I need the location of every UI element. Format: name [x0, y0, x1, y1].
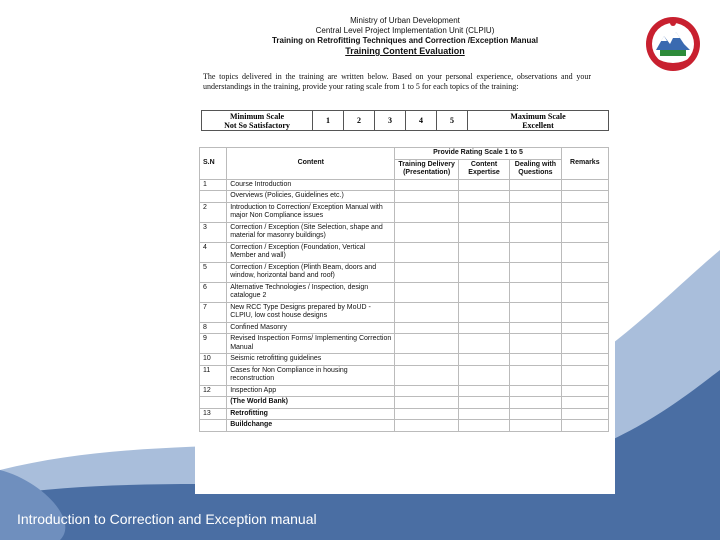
ministry-name: Ministry of Urban Development [350, 16, 460, 25]
expertise-rating-cell[interactable] [458, 420, 509, 432]
row-content: Cases for Non Compliance in housing reconstruction [227, 365, 395, 385]
training-title: Training on Retrofitting Techniques and Correction /Exception Manual [271, 36, 539, 45]
row-content: Overviews (Policies, Guidelines etc.) [227, 191, 395, 203]
delivery-rating-cell[interactable] [395, 222, 458, 242]
row-sn: 7 [200, 302, 227, 322]
row-sn: 3 [200, 222, 227, 242]
row-content: New RCC Type Designs prepared by MoUD - CLPIU, low cost house designs [227, 302, 395, 322]
minimum-scale-desc: Not So Satisfactory [224, 120, 290, 130]
expertise-header: Content Expertise [458, 159, 509, 179]
table-row [200, 262, 609, 282]
delivery-rating-cell[interactable] [395, 397, 458, 409]
delivery-rating-cell[interactable] [395, 385, 458, 397]
evaluation-document [195, 16, 615, 494]
questions-rating-cell[interactable] [510, 420, 561, 432]
questions-rating-cell[interactable] [510, 242, 561, 262]
maximum-scale-label: Maximum Scale [510, 111, 566, 121]
row-sn: 6 [200, 282, 227, 302]
rating-header: Provide Rating Scale 1 to 5 [395, 148, 561, 160]
minimum-scale-label: Minimum Scale [230, 111, 284, 121]
row-content: Buildchange [227, 420, 395, 432]
delivery-rating-cell[interactable] [395, 322, 458, 334]
row-content: Correction / Exception (Site Selection, shape and material for masonry buildings) [227, 222, 395, 242]
row-content: Retrofitting [227, 408, 395, 420]
row-sn: 12 [200, 385, 227, 397]
row-sn: 9 [200, 334, 227, 354]
delivery-rating-cell[interactable] [395, 262, 458, 282]
questions-rating-cell[interactable] [510, 365, 561, 385]
scale-3: 3 [375, 111, 406, 131]
table-row [200, 242, 609, 262]
expertise-rating-cell[interactable] [458, 262, 509, 282]
row-sn: 11 [200, 365, 227, 385]
remarks-cell[interactable] [561, 420, 608, 432]
delivery-header: Training Delivery (Presentation) [395, 159, 458, 179]
expertise-rating-cell[interactable] [458, 179, 509, 191]
questions-rating-cell[interactable] [510, 385, 561, 397]
expertise-rating-cell[interactable] [458, 202, 509, 222]
table-row [200, 354, 609, 366]
table-row [200, 408, 609, 420]
questions-rating-cell[interactable] [510, 302, 561, 322]
remarks-cell[interactable] [561, 334, 608, 354]
expertise-rating-cell[interactable] [458, 334, 509, 354]
questions-header: Dealing with Questions [510, 159, 561, 179]
remarks-cell[interactable] [561, 262, 608, 282]
row-sn: 10 [200, 354, 227, 366]
delivery-rating-cell[interactable] [395, 334, 458, 354]
table-row [200, 202, 609, 222]
form-title: Training Content Evaluation [345, 46, 465, 56]
remarks-cell[interactable] [561, 302, 608, 322]
questions-rating-cell[interactable] [510, 354, 561, 366]
table-row [200, 302, 609, 322]
table-row [200, 191, 609, 203]
questions-rating-cell[interactable] [510, 408, 561, 420]
remarks-cell[interactable] [561, 202, 608, 222]
content-header: Content [227, 148, 395, 180]
table-row [200, 334, 609, 354]
expertise-rating-cell[interactable] [458, 191, 509, 203]
row-sn: 5 [200, 262, 227, 282]
row-content: Inspection App [227, 385, 395, 397]
instructions-paragraph: The topics delivered in the training are written below. Based on your personal experience, observations and your understandings in the training, provide your rating scale from 1 to 5 for each topics of the training: [203, 72, 591, 91]
remarks-cell[interactable] [561, 282, 608, 302]
table-row [200, 222, 609, 242]
remarks-header: Remarks [561, 148, 608, 180]
scale-4: 4 [406, 111, 437, 131]
row-content: Correction / Exception (Plinth Beam, doors and window, horizontal band and roof) [227, 262, 395, 282]
table-row [200, 397, 609, 409]
expertise-rating-cell[interactable] [458, 385, 509, 397]
row-sn [200, 397, 227, 409]
remarks-cell[interactable] [561, 242, 608, 262]
remarks-cell[interactable] [561, 222, 608, 242]
remarks-cell[interactable] [561, 397, 608, 409]
row-content: Revised Inspection Forms/ Implementing Correction Manual [227, 334, 395, 354]
remarks-cell[interactable] [561, 191, 608, 203]
evaluation-table [199, 147, 609, 432]
row-content: Correction / Exception (Foundation, Vertical Member and wall) [227, 242, 395, 262]
delivery-rating-cell[interactable] [395, 365, 458, 385]
maximum-scale-desc: Excellent [522, 120, 554, 130]
row-sn: 2 [200, 202, 227, 222]
row-sn: 1 [200, 179, 227, 191]
delivery-rating-cell[interactable] [395, 202, 458, 222]
expertise-rating-cell[interactable] [458, 365, 509, 385]
remarks-cell[interactable] [561, 365, 608, 385]
questions-rating-cell[interactable] [510, 397, 561, 409]
table-row [200, 365, 609, 385]
questions-rating-cell[interactable] [510, 262, 561, 282]
unit-name: Central Level Project Implementation Unit (CLPIU) [315, 26, 495, 35]
table-row [200, 420, 609, 432]
delivery-rating-cell[interactable] [395, 302, 458, 322]
row-content: Introduction to Correction/ Exception Manual with major Non Compliance issues [227, 202, 395, 222]
nepal-emblem-icon [642, 14, 704, 74]
row-content: Confined Masonry [227, 322, 395, 334]
remarks-cell[interactable] [561, 179, 608, 191]
sn-header: S.N [200, 148, 227, 180]
questions-rating-cell[interactable] [510, 322, 561, 334]
table-row [200, 179, 609, 191]
delivery-rating-cell[interactable] [395, 242, 458, 262]
questions-rating-cell[interactable] [510, 202, 561, 222]
remarks-cell[interactable] [561, 354, 608, 366]
table-row [200, 282, 609, 302]
minimum-scale-cell [202, 111, 313, 131]
table-row [200, 322, 609, 334]
questions-rating-cell[interactable] [510, 191, 561, 203]
scale-2: 2 [344, 111, 375, 131]
remarks-cell[interactable] [561, 408, 608, 420]
questions-rating-cell[interactable] [510, 282, 561, 302]
questions-rating-cell[interactable] [510, 334, 561, 354]
row-sn: 13 [200, 408, 227, 420]
rating-scale-legend [201, 110, 609, 131]
row-sn: 8 [200, 322, 227, 334]
questions-rating-cell[interactable] [510, 222, 561, 242]
expertise-rating-cell[interactable] [458, 397, 509, 409]
expertise-rating-cell[interactable] [458, 222, 509, 242]
expertise-rating-cell[interactable] [458, 282, 509, 302]
questions-rating-cell[interactable] [510, 179, 561, 191]
row-sn: 4 [200, 242, 227, 262]
expertise-rating-cell[interactable] [458, 322, 509, 334]
remarks-cell[interactable] [561, 385, 608, 397]
expertise-rating-cell[interactable] [458, 354, 509, 366]
slide-footer: Introduction to Correction and Exception manual [17, 511, 317, 527]
row-sn [200, 191, 227, 203]
row-content: (The World Bank) [227, 397, 395, 409]
expertise-rating-cell[interactable] [458, 242, 509, 262]
maximum-scale-cell [468, 111, 609, 131]
delivery-rating-cell[interactable] [395, 282, 458, 302]
row-content: Course Introduction [227, 179, 395, 191]
row-content: Seismic retrofitting guidelines [227, 354, 395, 366]
scale-1: 1 [313, 111, 344, 131]
delivery-rating-cell[interactable] [395, 191, 458, 203]
document-header [195, 16, 615, 56]
delivery-rating-cell[interactable] [395, 420, 458, 432]
delivery-rating-cell[interactable] [395, 179, 458, 191]
expertise-rating-cell[interactable] [458, 302, 509, 322]
scale-5: 5 [437, 111, 468, 131]
table-row [200, 385, 609, 397]
delivery-rating-cell[interactable] [395, 408, 458, 420]
remarks-cell[interactable] [561, 322, 608, 334]
delivery-rating-cell[interactable] [395, 354, 458, 366]
row-content: Alternative Technologies / Inspection, design catalogue 2 [227, 282, 395, 302]
expertise-rating-cell[interactable] [458, 408, 509, 420]
row-sn [200, 420, 227, 432]
